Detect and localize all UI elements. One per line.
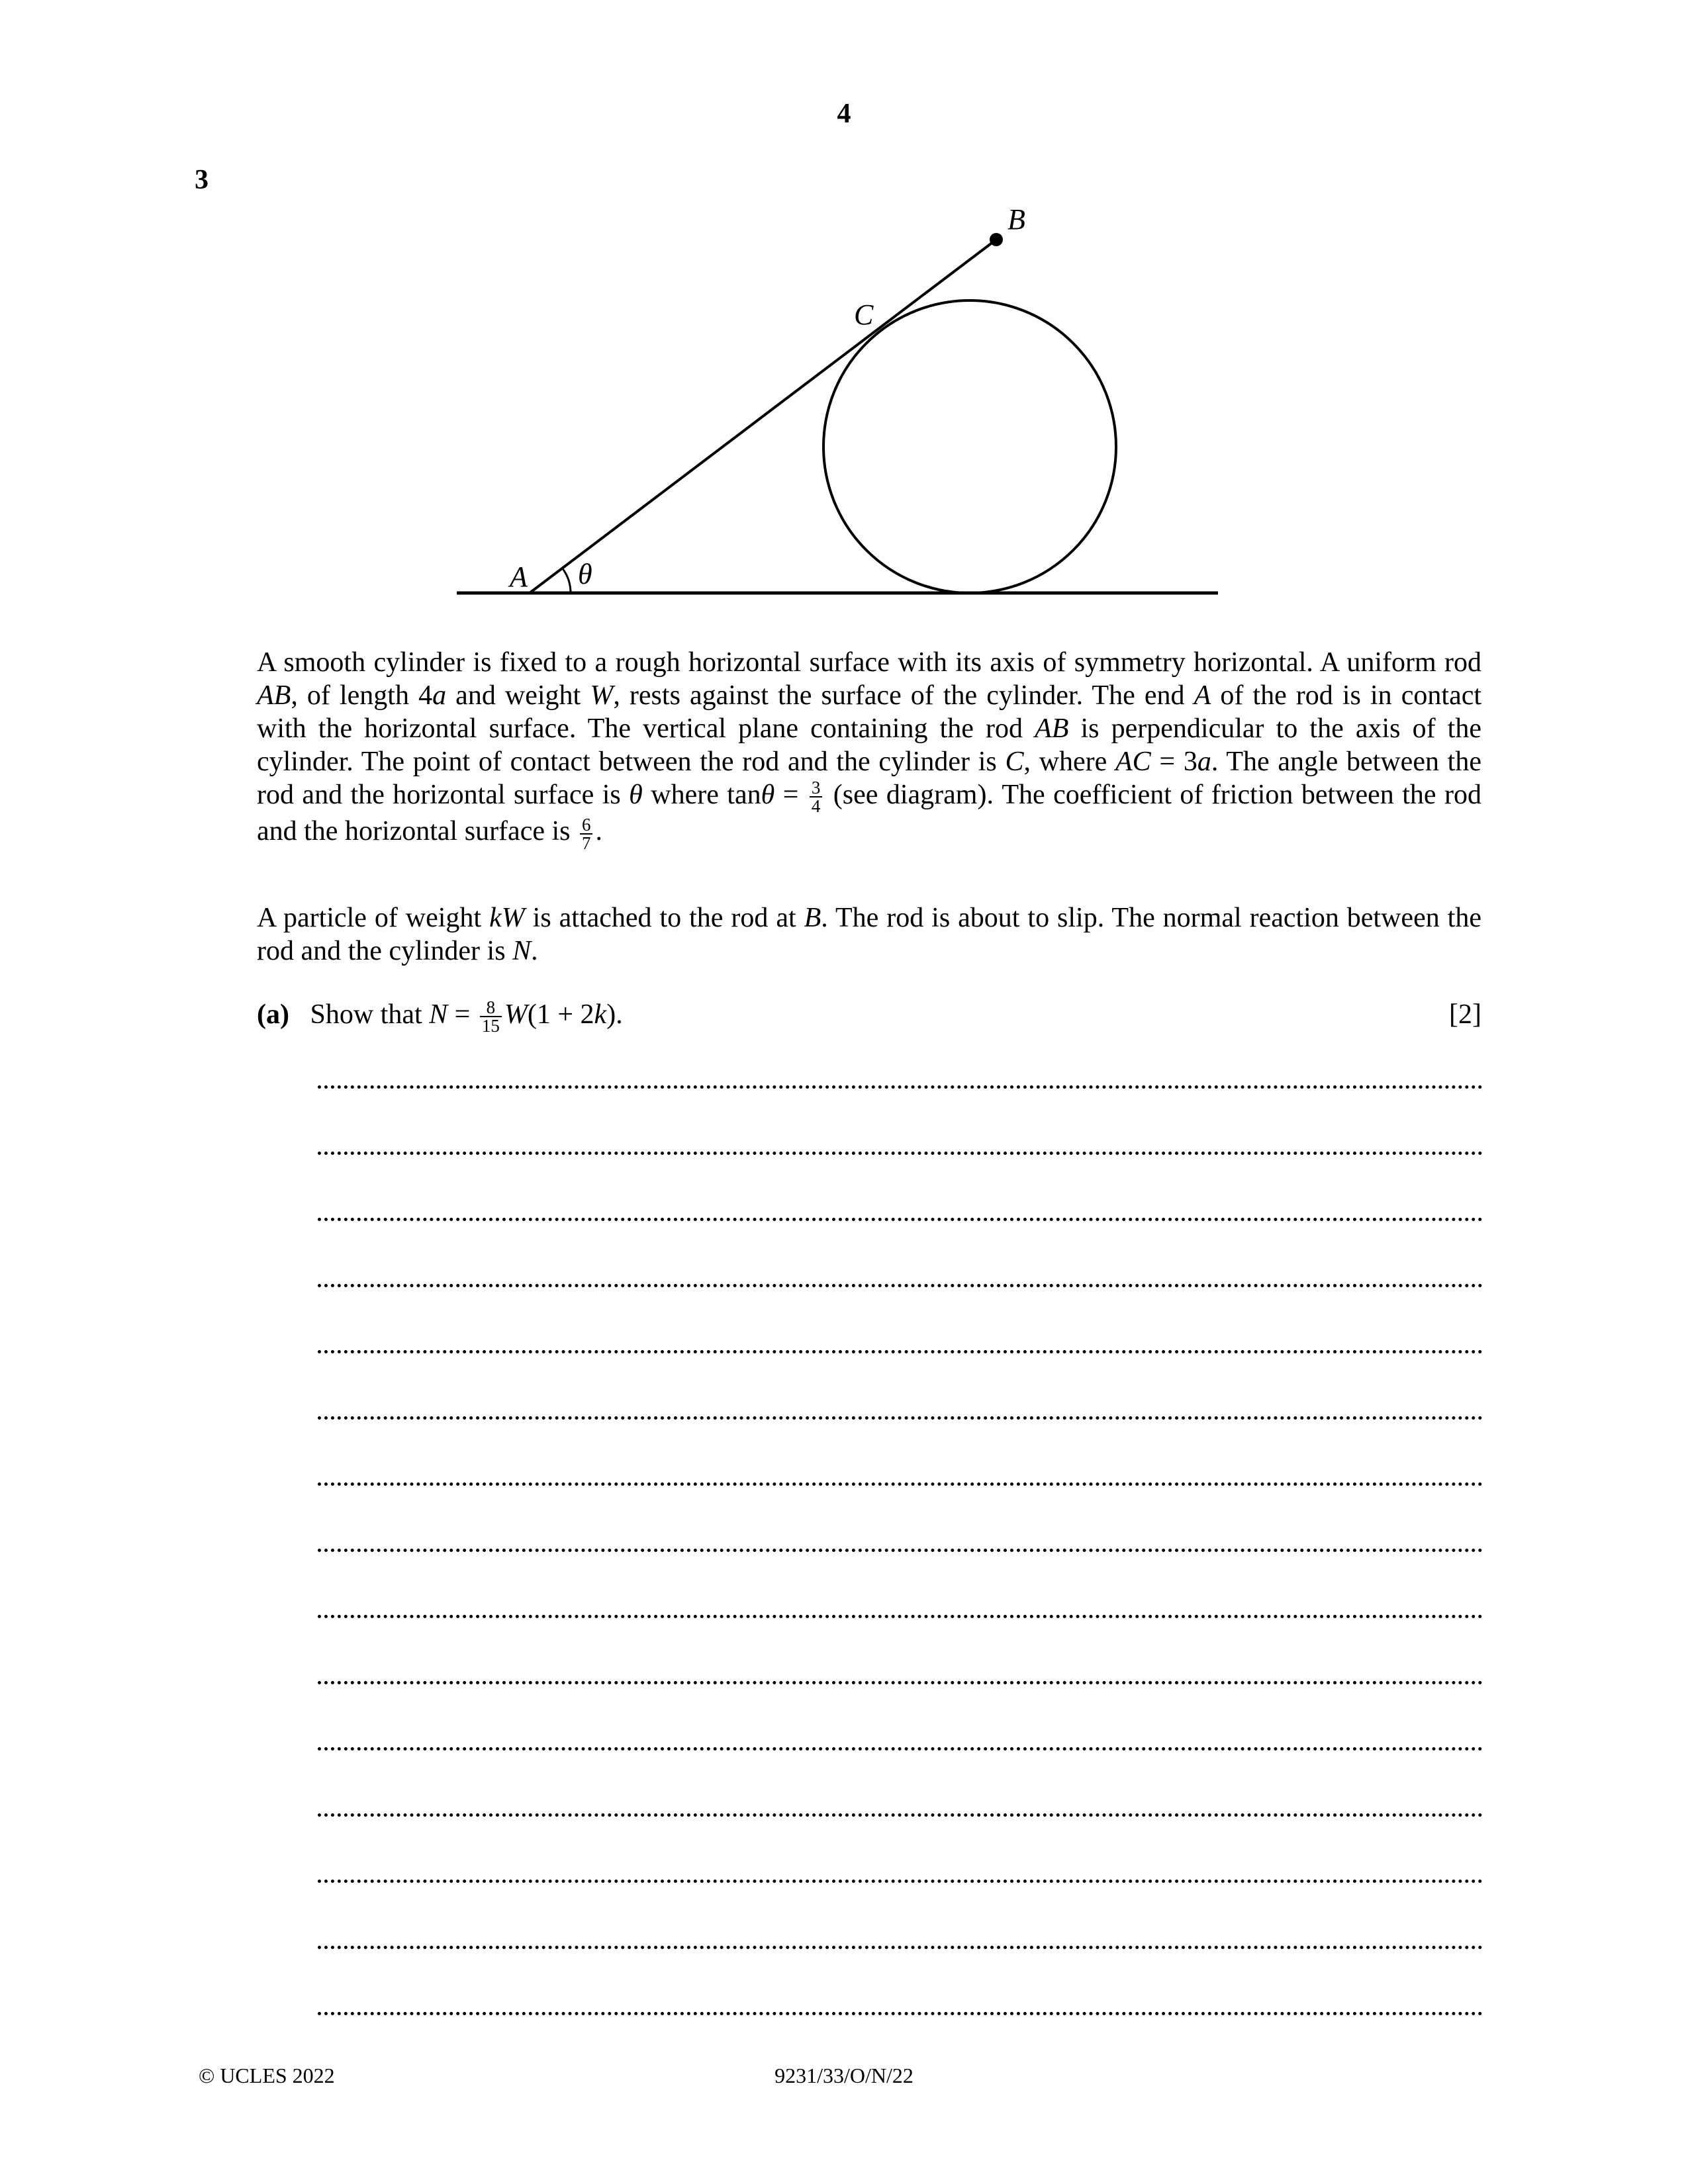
question-number: 3 [195,165,209,195]
answer-line-7[interactable] [318,1482,1483,1486]
part-a-label: (a) [257,999,289,1030]
footer-copyright: © UCLES 2022 [199,2064,335,2087]
cylinder [823,300,1116,593]
answer-line-14[interactable] [318,1946,1483,1949]
answer-line-4[interactable] [318,1284,1483,1287]
answer-line-9[interactable] [318,1615,1483,1618]
label-A: A [510,561,528,593]
fraction-eight-fifteenths: $\frac{8}{15}$ [480,999,502,1034]
part-a: (a) Show that N = $\frac{8}{15}$ W(1 + 2k). [2] [257,997,1481,1036]
label-C: C [854,298,874,331]
fraction-friction-coefficient: $\frac{6}{7}$ [580,816,593,852]
label-theta: θ [578,558,592,590]
answer-line-6[interactable] [318,1416,1483,1420]
answer-line-11[interactable] [318,1747,1483,1751]
rod-AB [530,240,996,593]
question-paragraph-2: A particle of weight kW is attached to the rod at B. The rod is about to slip. The normal reaction between the rod and the cylinder is N. [257,903,1481,966]
fraction-tan-theta: $\frac{3}{4}$ [810,779,823,815]
answer-line-10[interactable] [318,1681,1483,1684]
answer-line-15[interactable] [318,2012,1483,2015]
diagram [0,0,1688,635]
answer-line-2[interactable] [318,1152,1483,1155]
answer-line-12[interactable] [318,1813,1483,1817]
footer-paper-code: 9231/33/O/N/22 [774,2064,914,2087]
page-number: 4 [837,99,851,129]
angle-arc [562,568,571,593]
label-B: B [1008,203,1025,236]
particle-dot [990,233,1003,246]
answer-line-3[interactable] [318,1218,1483,1221]
answer-line-13[interactable] [318,1880,1483,1883]
question-paragraph-1: A smooth cylinder is fixed to a rough horizontal surface with its axis of symmetry horizontal. A uniform rod AB, of length 4a and weight W, rests against the surface of the cylinder. The end A of the rod is in contact with the horizontal surface. The vertical plane containing the rod AB is perpendicular to the axis of the cylinder. The point of contact between the rod and the cylinder is C, where AC = 3a. The angle between the rod and the horizontal surface is θ where tanθ = $\frac{3}{4}$ (see diagram). The coefficient of friction between the rod and the horizontal surface is $\frac{6}{7}$ . [257,647,1482,853]
part-a-marks: [2] [1449,999,1481,1030]
answer-line-1[interactable] [318,1085,1483,1089]
answer-line-8[interactable] [318,1549,1483,1552]
answer-line-5[interactable] [318,1350,1483,1353]
